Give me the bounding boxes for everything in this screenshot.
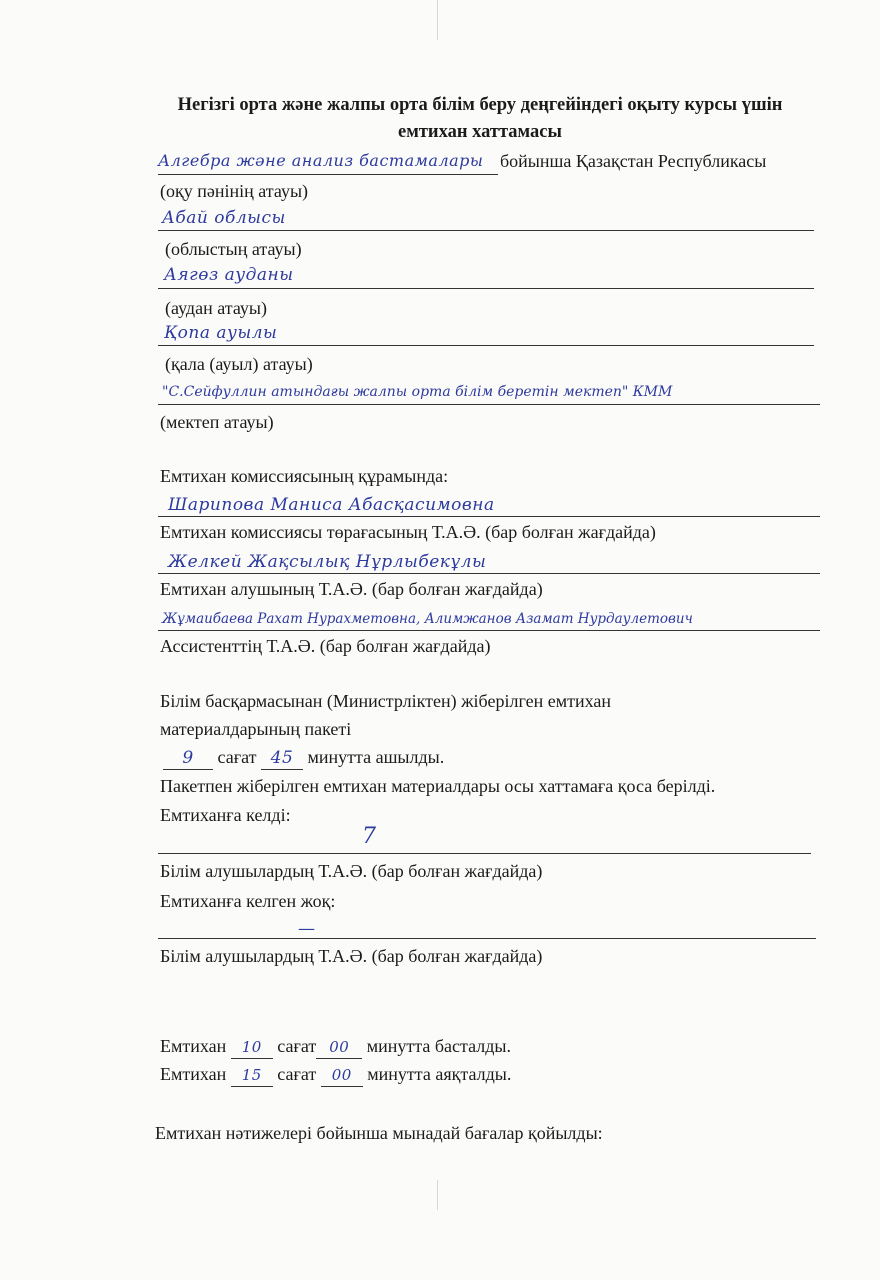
absent-heading: Емтиханға келген жоқ: bbox=[160, 891, 336, 911]
package-line-2: материалдарының пакеті bbox=[160, 719, 352, 739]
school-handwritten: "С.Сейфуллин атындағы жалпы орта білім беретін мектеп" КММ bbox=[162, 384, 673, 400]
end-minute-value: 00 bbox=[331, 1066, 352, 1084]
school-underline bbox=[158, 404, 820, 405]
start-suffix: минутта басталды. bbox=[366, 1036, 511, 1056]
package-opened-line bbox=[163, 746, 444, 770]
examiner-handwritten: Желкей Жақсылық Нұрлыбекұлы bbox=[168, 552, 487, 572]
end-hour-field bbox=[231, 1063, 273, 1087]
start-hour-field bbox=[231, 1035, 273, 1059]
present-label: Білім алушылардың Т.А.Ә. (бар болған жағдайда) bbox=[160, 861, 543, 881]
package-hours-field bbox=[163, 746, 213, 770]
exam-start-line bbox=[160, 1035, 511, 1059]
subject-underline bbox=[158, 174, 498, 175]
scan-artifact bbox=[437, 1180, 438, 1210]
chair-label: Емтихан комиссиясы төрағасының Т.А.Ә. (бар болған жағдайда) bbox=[160, 522, 656, 542]
assistants-label: Ассистенттің Т.А.Ә. (бар болған жағдайда) bbox=[160, 636, 491, 656]
title-line-2: емтихан хаттамасы bbox=[398, 122, 562, 142]
assistants-underline bbox=[158, 630, 820, 631]
title-line-1: Негізгі орта және жалпы орта білім беру деңгейіндегі оқыту курсы үшін bbox=[177, 95, 783, 115]
subject-label: (оқу пәнінің атауы) bbox=[160, 181, 309, 201]
chair-underline bbox=[158, 516, 820, 517]
examiner-underline bbox=[158, 573, 820, 574]
package-hours-label: сағат bbox=[217, 747, 257, 767]
commission-heading: Емтихан комиссиясының құрамында: bbox=[160, 466, 449, 486]
assistants-handwritten: Жұмаибаева Рахат Нурахметовна, Алимжанов Азамат Нурдаулетович bbox=[162, 611, 693, 627]
subject-suffix: бойынша Қазақстан Республикасы bbox=[500, 151, 767, 171]
region-handwritten: Абай облысы bbox=[162, 208, 286, 228]
school-label: (мектеп атауы) bbox=[160, 412, 274, 432]
present-value: 7 bbox=[362, 824, 377, 849]
village-underline bbox=[158, 345, 814, 346]
package-line-1: Білім басқармасынан (Министрліктен) жіберілген емтихан bbox=[160, 691, 611, 711]
village-label: (қала (ауыл) атауы) bbox=[165, 354, 313, 374]
end-hour-value: 15 bbox=[241, 1066, 262, 1084]
results-heading: Емтихан нәтижелері бойынша мынадай бағалар қойылды: bbox=[155, 1123, 603, 1143]
package-attached-note: Пакетпен жіберілген емтихан материалдары осы хаттамаға қоса берілді. bbox=[160, 776, 716, 796]
district-handwritten: Аягөз ауданы bbox=[164, 265, 294, 285]
present-heading: Емтиханға келді: bbox=[160, 805, 291, 825]
district-underline bbox=[158, 288, 814, 289]
end-prefix: Емтихан bbox=[160, 1064, 227, 1084]
package-minutes-value: 45 bbox=[270, 748, 294, 768]
chair-handwritten: Шарипова Маниса Абасқасимовна bbox=[168, 495, 495, 515]
package-minutes-field bbox=[261, 746, 303, 770]
absent-underline bbox=[158, 938, 816, 939]
village-handwritten: Қопа ауылы bbox=[164, 323, 278, 343]
start-hour-label: сағат bbox=[277, 1036, 317, 1056]
district-label: (аудан атауы) bbox=[165, 298, 267, 318]
start-minute-value: 00 bbox=[329, 1038, 350, 1056]
document-title bbox=[100, 92, 860, 146]
package-minutes-label: минутта ашылды. bbox=[307, 747, 445, 767]
start-minute-field bbox=[316, 1035, 362, 1059]
scan-artifact bbox=[437, 0, 438, 40]
package-hours-value: 9 bbox=[182, 748, 194, 768]
start-prefix: Емтихан bbox=[160, 1036, 227, 1056]
start-hour-value: 10 bbox=[241, 1038, 262, 1056]
region-label: (облыстың атауы) bbox=[165, 239, 302, 259]
exam-end-line bbox=[160, 1063, 511, 1087]
end-minute-field bbox=[321, 1063, 363, 1087]
absent-value: — bbox=[298, 919, 316, 939]
absent-label: Білім алушылардың Т.А.Ә. (бар болған жағдайда) bbox=[160, 946, 543, 966]
end-suffix: минутта аяқталды. bbox=[367, 1064, 512, 1084]
end-hour-label: сағат bbox=[277, 1064, 317, 1084]
present-underline bbox=[158, 853, 811, 854]
examiner-label: Емтихан алушының Т.А.Ә. (бар болған жағдайда) bbox=[160, 579, 543, 599]
subject-handwritten: Алгебра және анализ бастамалары bbox=[158, 151, 484, 170]
region-underline bbox=[158, 230, 814, 231]
